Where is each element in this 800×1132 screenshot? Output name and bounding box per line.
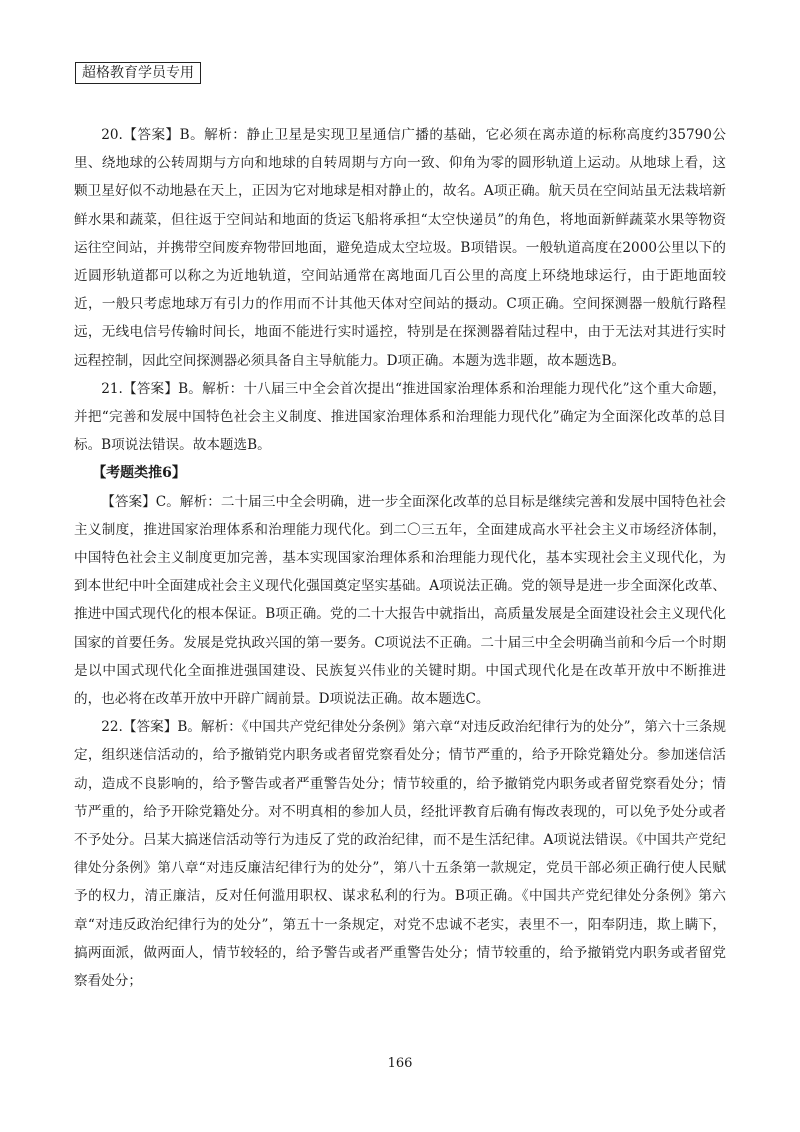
answer-22-paragraph: 22.【答案】B。解析：《中国共产党纪律处分条例》第六章“对违反政治纪律行为的处分”，第六十三条规定，组织迷信活动的，给予撤销党内职务或者留党察看处分；情节严重的，给予开除党籍处分。参加迷信活动，造成不良影响的，给予警告或者严重警告处分；情节较重的，给予撤销党内职务或者留党察看处分；情节严重的，给予开除党籍处分。对不明真相的参加人员，经批评教育后确有悔改表现的，可以免予处分或者不予处分。吕某大搞迷信活动等行为违反了党的政治纪律，而不是生活纪律。A项说法错误。《中国共产党纪律处分条例》第八章“对违反廉洁纪律行为的处分”，第八十五条第一款规定，党员干部必须正确行使人民赋予的权力，清正廉洁，反对任何滥用职权、谋求私利的行为。B项正确。《中国共产党纪律处分条例》第六章“对违反政治纪律行为的处分”，第五十一条规定，对党不忠诚不老实，表里不一，阳奉阴违，欺上瞒下，搞两面派，做两面人，情节较轻的，给予警告或者严重警告处分；情节较重的，给予撤销党内职务或者留党察看处分； [74, 719, 726, 990]
document-body [74, 121, 726, 995]
answer-21-paragraph: 21.【答案】B。解析：十八届三中全会首次提出“推进国家治理体系和治理能力现代化”这个重大命题，并把“完善和发展中国特色社会主义制度、推进国家治理体系和治理能力现代化”确定为全面深化改革的总目标。B项说法错误。故本题选B。 [74, 380, 726, 454]
answer-analog-6-paragraph: 【答案】C。解析：二十届三中全会明确，进一步全面深化改革的总目标是继续完善和发展中国特色社会主义制度，推进国家治理体系和治理能力现代化。到二〇三五年，全面建成高水平社会主义市场经济体制，中国特色社会主义制度更加完善，基本实现国家治理体系和治理能力现代化，基本实现社会主义现代化，为到本世纪中叶全面建成社会主义现代化强国奠定坚实基础。A项说法正确。党的领导是进一步全面深化改革、推进中国式现代化的根本保证。B项正确。党的二十大报告中就指出，高质量发展是全面建设社会主义现代化国家的首要任务。发展是党执政兴国的第一要务。C项说法不正确。二十届三中全会明确当前和今后一个时期是以中国式现代化全面推进强国建设、民族复兴伟业的关键时期。中国式现代化是在改革开放中不断推进的，也必将在改革开放中开辟广阔前景。D项说法正确。故本题选C。 [74, 493, 726, 708]
section-heading: 【考题类推6】 [92, 465, 186, 482]
page-number: 166 [387, 1056, 413, 1071]
answer-20-paragraph: 20.【答案】B。解析：静止卫星是实现卫星通信广播的基础，它必须在离赤道的标称高度约35790公里、绕地球的公转周期与方向和地球的自转周期与方向一致、仰角为零的圆形轨道上运动。从地球上看，这颗卫星好似不动地悬在天上，正因为它对地球是相对静止的，故名。A项正确。航天员在空间站虽无法栽培新鲜水果和蔬菜，但往返于空间站和地面的货运飞船将承担“太空快递员”的角色，将地面新鲜蔬菜水果等物资运往空间站，并携带空间废弃物带回地面，避免造成太空垃圾。B项错误。一般轨道高度在2000公里以下的近圆形轨道都可以称之为近地轨道，空间站通常在离地面几百公里的高度上环绕地球运行，由于距地面较近，一般只考虑地球万有引力的作用而不计其他天体对空间站的摄动。C项正确。空间探测器一般航行路程远，无线电信号传输时间长，地面不能进行实时遥控，特别是在探测器着陆过程中，由于无法对其进行实时远程控制，因此空间探测器必须具备自主导航能力。D项正确。本题为选非题，故本题选B。 [74, 127, 726, 369]
header-label: 超格教育学员专用 [75, 62, 201, 84]
